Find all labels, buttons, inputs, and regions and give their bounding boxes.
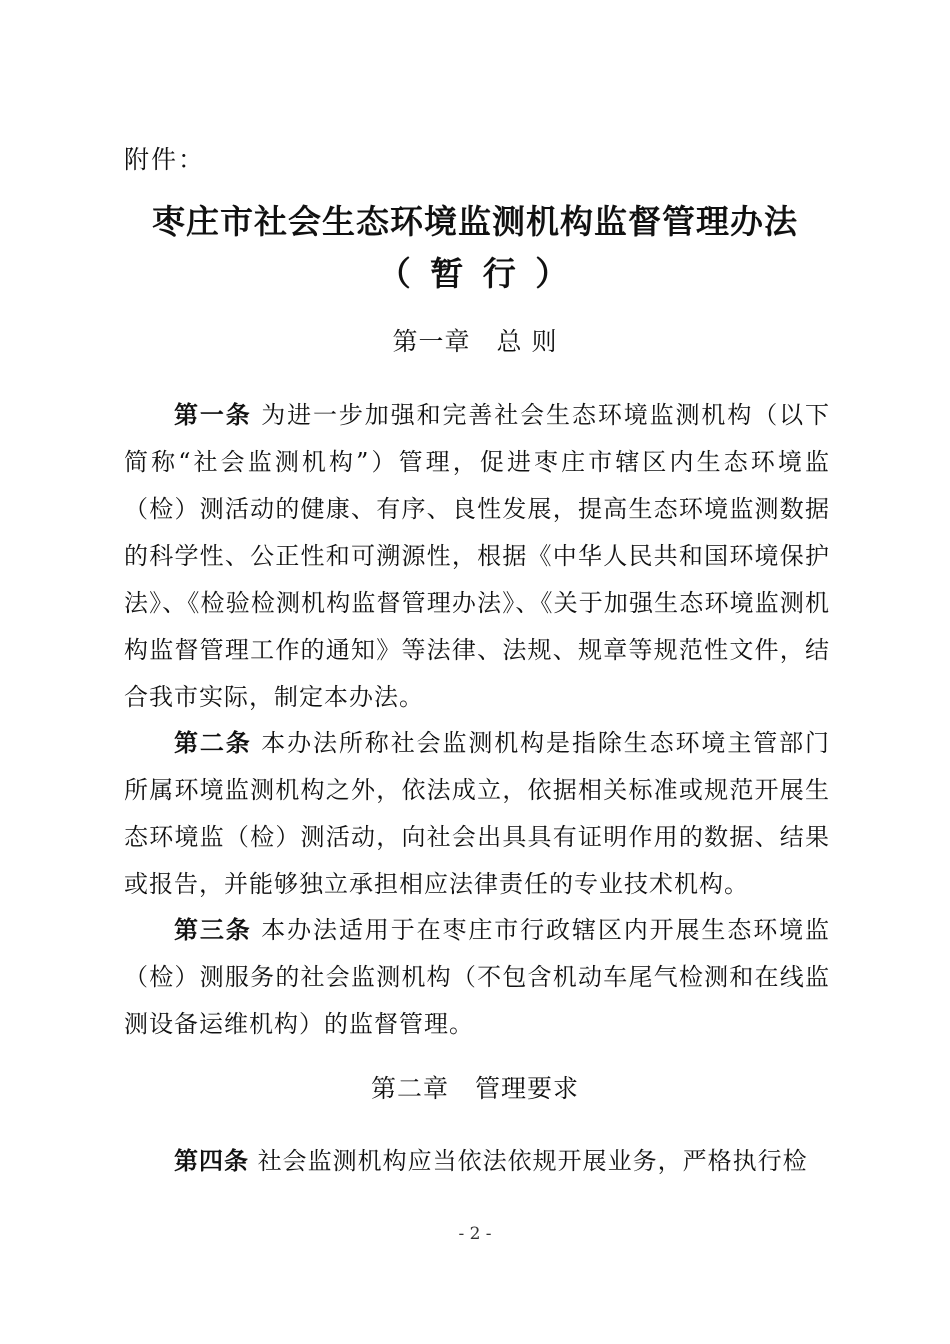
article-4-text: 社会监测机构应当依法依规开展业务，严格执行检 [257,1147,808,1175]
article-3-text: 本办法适用于在枣庄市行政辖区内开展生态环境监（检）测服务的社会监测机构（不包含机动车尾气检测和在线监测设备运维机构）的监督管理。 [124,916,830,1038]
article-2-text: 本办法所称社会监测机构是指除生态环境主管部门所属环境监测机构之外，依法成立，依据相关标准或规范开展生态环境监（检）测活动，向社会出具具有证明作用的数据、结果或报告，并能够独立承担相应法律责任的专业技术机构。 [124,729,830,898]
article-1-label: 第一条 [174,401,252,429]
article-2 [124,720,830,908]
attachment-label: 附件： [124,145,206,174]
document-subtitle: （ 暂 行 ） [377,254,573,293]
article-3 [124,907,830,1048]
article-3-label: 第三条 [174,916,252,944]
article-1-text: 为进一步加强和完善社会生态环境监测机构（以下简称“社会监测机构”）管理，促进枣庄市辖区内生态环境监（检）测活动的健康、有序、良性发展，提高生态环境监测数据的科学性、公正性和可溯源性，根据《中华人民共和国环境保护法》、《检验检测机构监督管理办法》、《关于加强生态环境监测机构监督管理工作的通知》等法律、法规、规章等规范性文件，结合我市实际，制定本办法。 [124,401,830,711]
page-number: - 2 - [458,1224,492,1244]
chapter-2-heading: 第二章 管理要求 [370,1074,579,1103]
article-4 [124,1138,830,1185]
article-1 [124,392,830,721]
chapter-1-heading: 第一章 总 则 [392,327,558,356]
article-2-label: 第二条 [174,729,252,757]
article-4-label: 第四条 [174,1147,249,1175]
document-title: 枣庄市社会生态环境监测机构监督管理办法 [152,202,798,241]
